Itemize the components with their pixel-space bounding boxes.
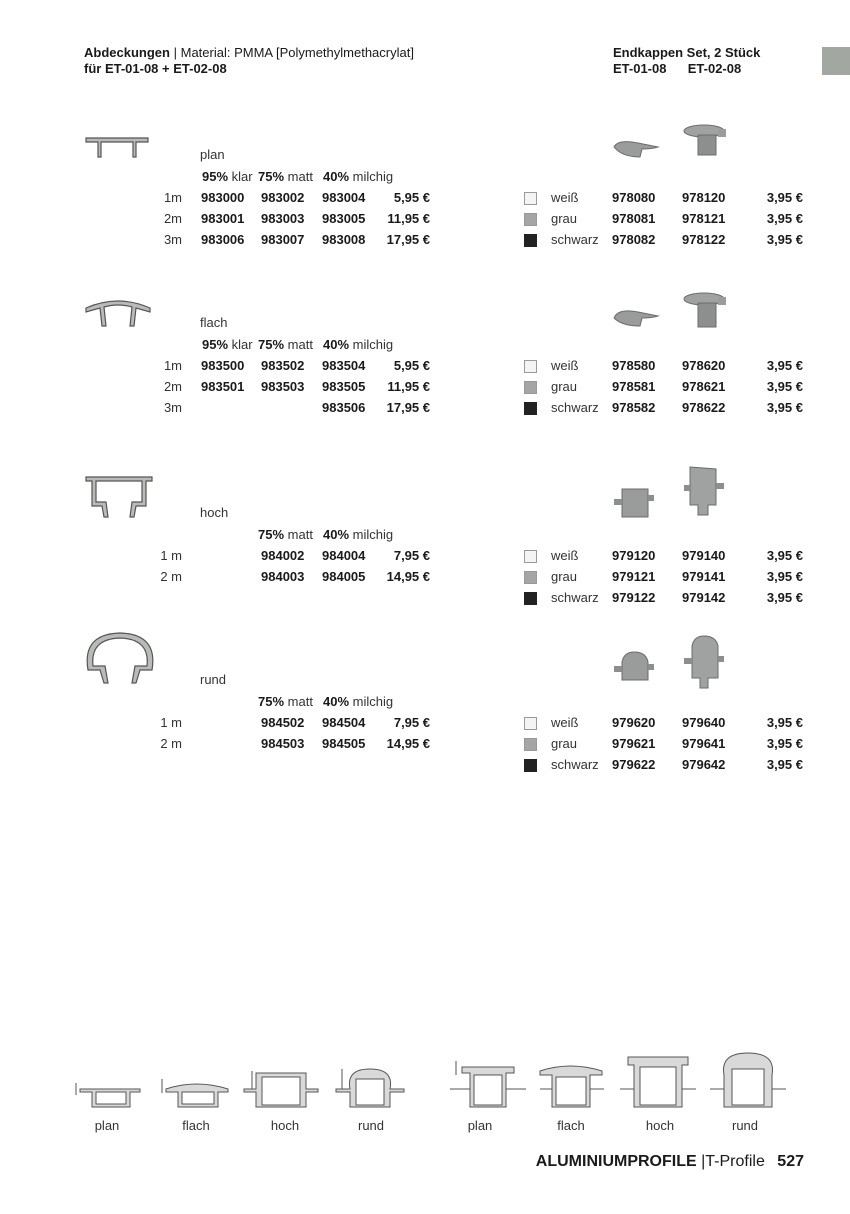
article-40-cell: 983004 <box>322 190 366 205</box>
col-header-75 <box>258 527 313 543</box>
cap-et01-cell: 978581 <box>612 379 656 394</box>
color-swatch <box>524 234 537 247</box>
col-header-pct: 40% <box>323 527 350 542</box>
col-header-text: milchig <box>352 527 394 542</box>
cap-et01-cell: 978081 <box>612 211 656 226</box>
cap-color-cell: weiß <box>551 715 579 730</box>
col-header-40 <box>323 169 393 185</box>
article-75-cell: 984502 <box>261 715 305 730</box>
color-swatch <box>524 717 537 730</box>
cap-et01-cell: 979120 <box>612 548 656 563</box>
col-header-text: milchig <box>352 694 394 709</box>
article-40-cell: 983005 <box>322 211 366 226</box>
cap-color-cell: schwarz <box>551 232 599 247</box>
profile-rund-drawing <box>82 630 158 686</box>
color-swatch <box>524 213 537 226</box>
article-40-cell: 984004 <box>322 548 366 563</box>
article-75-cell: 983003 <box>261 211 305 226</box>
cap-price-cell: 3,95 € <box>766 232 803 247</box>
cap-price-cell: 3,95 € <box>766 190 803 205</box>
article-95-cell: 983001 <box>201 211 245 226</box>
article-75-cell: 984002 <box>261 548 305 563</box>
cap-et01-cell: 978082 <box>612 232 656 247</box>
endcap-et02-image <box>682 634 726 695</box>
article-75-cell: 984003 <box>261 569 305 584</box>
dimension-label: plan <box>94 1118 120 1133</box>
col-header-text: milchig <box>352 169 394 184</box>
profile-dimension-drawings <box>70 1045 790 1115</box>
article-95-cell: 983501 <box>201 379 245 394</box>
endcap-et01-image <box>612 137 662 164</box>
col-header-95 <box>202 169 253 185</box>
col-header-pct: 40% <box>323 337 350 352</box>
dim-hoch-et02 <box>620 1057 696 1107</box>
col-header-pct: 75% <box>258 337 285 352</box>
cap-et02-cell: 979642 <box>682 757 726 772</box>
col-header-75 <box>258 337 313 353</box>
col-header-40 <box>323 337 393 353</box>
article-95-cell: 983006 <box>201 232 245 247</box>
cap-et02-cell: 979141 <box>682 569 726 584</box>
length-cell: 2 m <box>160 569 182 584</box>
col-header-pct: 75% <box>258 527 285 542</box>
price-cell: 14,95 € <box>386 736 430 751</box>
col-header-95 <box>202 337 253 353</box>
col-header-40 <box>323 694 393 710</box>
color-swatch <box>524 592 537 605</box>
page-number: 527 <box>777 1153 804 1170</box>
article-40-cell: 984005 <box>322 569 366 584</box>
article-75-cell: 983502 <box>261 358 305 373</box>
length-cell: 3m <box>163 232 182 247</box>
dim-hoch-et01 <box>244 1071 318 1107</box>
cap-price-cell: 3,95 € <box>766 715 803 730</box>
profile-name: hoch <box>200 505 229 520</box>
col-header-text: matt <box>287 169 313 184</box>
cap-price-cell: 3,95 € <box>766 736 803 751</box>
endcap-et02-image <box>682 291 730 336</box>
dimension-label: rund <box>357 1118 385 1133</box>
article-40-cell: 984504 <box>322 715 366 730</box>
article-75-cell: 984503 <box>261 736 305 751</box>
cap-et02-cell: 978121 <box>682 211 726 226</box>
col-header-40 <box>323 527 393 543</box>
length-cell: 2 m <box>160 736 182 751</box>
price-cell: 17,95 € <box>386 400 430 415</box>
length-cell: 3m <box>163 400 182 415</box>
profile-name: plan <box>200 147 225 162</box>
cap-et01-cell: 979620 <box>612 715 656 730</box>
price-cell: 5,95 € <box>393 190 430 205</box>
cap-et01-cell: 979621 <box>612 736 656 751</box>
article-40-cell: 983504 <box>322 358 366 373</box>
cap-et02-cell: 979641 <box>682 736 726 751</box>
color-swatch <box>524 571 537 584</box>
cap-et01-cell: 978080 <box>612 190 656 205</box>
color-swatch <box>524 738 537 751</box>
cap-et01-cell: 979122 <box>612 590 656 605</box>
header-title: Abdeckungen <box>84 45 170 60</box>
profile-name: rund <box>200 672 227 687</box>
cap-color-cell: schwarz <box>551 400 599 415</box>
chapter-tab <box>822 47 850 75</box>
endcap-et01-image <box>612 485 656 528</box>
cap-price-cell: 3,95 € <box>766 569 803 584</box>
article-40-cell: 984505 <box>322 736 366 751</box>
cap-price-cell: 3,95 € <box>766 379 803 394</box>
col-header-text: matt <box>287 527 313 542</box>
col-header-pct: 40% <box>323 169 350 184</box>
header-left <box>84 45 414 77</box>
dimension-label: plan <box>467 1118 493 1133</box>
dim-plan-et02 <box>450 1061 526 1107</box>
dim-plan-et01 <box>76 1083 140 1107</box>
cap-et01-cell: 978582 <box>612 400 656 415</box>
col-header-75 <box>258 694 313 710</box>
color-swatch <box>524 360 537 373</box>
cap-et02-cell: 979140 <box>682 548 726 563</box>
article-40-cell: 983506 <box>322 400 366 415</box>
footer-subtitle: T-Profile <box>705 1153 765 1170</box>
profile-plan-drawing <box>84 135 150 163</box>
length-cell: 1 m <box>160 715 182 730</box>
footer-separator: | <box>701 1153 706 1170</box>
price-cell: 11,95 € <box>387 379 430 394</box>
dimension-label: hoch <box>645 1118 675 1133</box>
profile-flach-drawing <box>84 296 152 330</box>
cap-price-cell: 3,95 € <box>766 211 803 226</box>
col-header-text: milchig <box>352 337 394 352</box>
article-95-cell: 983000 <box>201 190 245 205</box>
header-subtitle: für ET-01-08 + ET-02-08 <box>84 61 227 76</box>
cap-color-cell: grau <box>551 211 578 226</box>
article-40-cell: 983505 <box>322 379 366 394</box>
header-material: Material: PMMA [Polymethylmethacrylat] <box>180 45 414 60</box>
endcap-col-et01: ET-01-08 <box>613 61 667 76</box>
article-95-cell: 983500 <box>201 358 245 373</box>
article-40-cell: 983008 <box>322 232 366 247</box>
dim-rund-et02 <box>710 1053 786 1107</box>
col-header-text: matt <box>287 337 313 352</box>
cap-price-cell: 3,95 € <box>766 590 803 605</box>
cap-price-cell: 3,95 € <box>766 548 803 563</box>
header-right <box>613 45 760 77</box>
cap-et02-cell: 979640 <box>682 715 726 730</box>
cap-color-cell: grau <box>551 379 578 394</box>
footer-title: ALUMINIUMPROFILE <box>535 1153 697 1170</box>
dimension-label: rund <box>731 1118 759 1133</box>
dim-flach-et02 <box>540 1066 604 1107</box>
cap-et02-cell: 978120 <box>682 190 726 205</box>
col-header-pct: 40% <box>323 694 350 709</box>
color-swatch <box>524 192 537 205</box>
price-cell: 17,95 € <box>386 232 430 247</box>
article-75-cell: 983503 <box>261 379 305 394</box>
cap-et01-cell: 979622 <box>612 757 656 772</box>
cap-color-cell: grau <box>551 736 578 751</box>
endcap-et01-image <box>612 304 662 333</box>
length-cell: 1 m <box>160 548 182 563</box>
col-header-75 <box>258 169 313 185</box>
color-swatch <box>524 550 537 563</box>
dimension-label: flach <box>557 1118 585 1133</box>
cap-et02-cell: 978621 <box>682 379 726 394</box>
profile-hoch-drawing <box>84 474 154 520</box>
col-header-95-text: klar <box>231 169 253 184</box>
header-separator: | <box>173 45 177 60</box>
col-header-pct: 75% <box>258 169 285 184</box>
dimension-label: flach <box>182 1118 210 1133</box>
cap-color-cell: grau <box>551 569 578 584</box>
length-cell: 1m <box>163 358 182 373</box>
price-cell: 7,95 € <box>393 548 430 563</box>
length-cell: 1m <box>163 190 182 205</box>
cap-et01-cell: 978580 <box>612 358 656 373</box>
cap-color-cell: schwarz <box>551 757 599 772</box>
cap-et02-cell: 978620 <box>682 358 726 373</box>
color-swatch <box>524 381 537 394</box>
cap-et02-cell: 978622 <box>682 400 726 415</box>
col-header-pct: 75% <box>258 694 285 709</box>
price-cell: 14,95 € <box>386 569 430 584</box>
cap-price-cell: 3,95 € <box>766 358 803 373</box>
col-header-95-pct: 95% <box>202 169 229 184</box>
length-cell: 2m <box>163 211 182 226</box>
cap-et02-cell: 978122 <box>682 232 726 247</box>
dimension-label: hoch <box>270 1118 300 1133</box>
article-75-cell: 983007 <box>261 232 305 247</box>
endcap-et02-image <box>682 465 726 522</box>
cap-color-cell: weiß <box>551 358 579 373</box>
profile-name: flach <box>200 315 228 330</box>
color-swatch <box>524 759 537 772</box>
cap-color-cell: weiß <box>551 190 579 205</box>
cap-color-cell: schwarz <box>551 590 599 605</box>
endcap-title: Endkappen Set, 2 Stück <box>613 45 761 60</box>
cap-price-cell: 3,95 € <box>766 757 803 772</box>
col-header-text: matt <box>287 694 313 709</box>
cap-et02-cell: 979142 <box>682 590 726 605</box>
dim-rund-et01 <box>336 1069 404 1107</box>
col-header-95-text: klar <box>231 337 253 352</box>
endcap-et02-image <box>682 123 730 164</box>
price-cell: 11,95 € <box>387 211 430 226</box>
endcap-et01-image <box>612 648 656 693</box>
length-cell: 2m <box>163 379 182 394</box>
cap-price-cell: 3,95 € <box>766 400 803 415</box>
page-footer <box>536 1153 804 1171</box>
col-header-95-pct: 95% <box>202 337 229 352</box>
color-swatch <box>524 402 537 415</box>
cap-color-cell: weiß <box>551 548 579 563</box>
endcap-col-et02: ET-02-08 <box>687 61 742 76</box>
price-cell: 7,95 € <box>393 715 430 730</box>
price-cell: 5,95 € <box>393 358 430 373</box>
dim-flach-et01 <box>162 1079 228 1107</box>
article-75-cell: 983002 <box>261 190 305 205</box>
cap-et01-cell: 979121 <box>612 569 656 584</box>
